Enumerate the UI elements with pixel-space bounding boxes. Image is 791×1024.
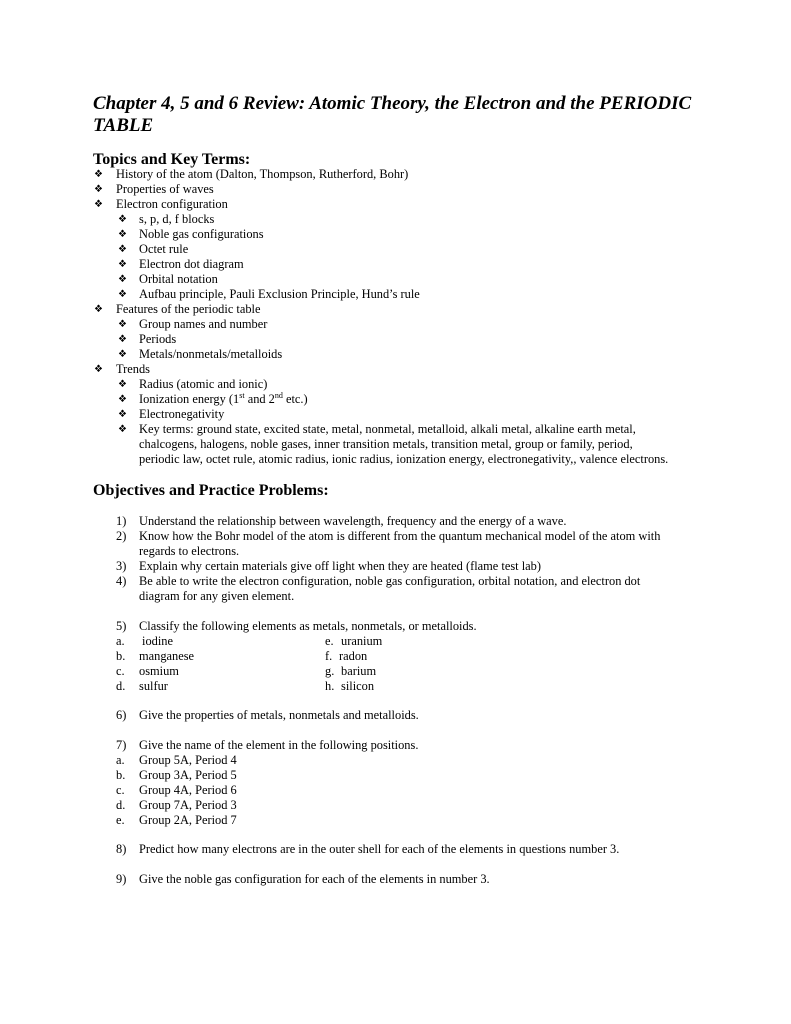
option-text: uranium xyxy=(341,634,383,648)
key-terms-line: Key terms: ground state, excited state, metal, nonmetal, metalloid, alkali metal, alkaline earth metal, xyxy=(139,422,636,436)
option-letter: b. xyxy=(116,649,126,663)
diamond-bullet-icon: ❖ xyxy=(118,349,127,360)
diamond-bullet-icon: ❖ xyxy=(118,244,127,255)
diamond-bullet-icon: ❖ xyxy=(94,304,103,315)
diamond-bullet-icon: ❖ xyxy=(94,184,103,195)
question-text: Know how the Bohr model of the atom is different from the quantum mechanical model of the atom with xyxy=(139,529,661,543)
question-text: Be able to write the electron configuration, noble gas configuration, orbital notation, and electron dot xyxy=(139,574,641,588)
question-number: 8) xyxy=(116,842,127,856)
list-item-text: Group names and number xyxy=(139,317,268,331)
diamond-bullet-icon: ❖ xyxy=(118,334,127,345)
list-item-text: Octet rule xyxy=(139,242,189,256)
option-text: sulfur xyxy=(139,679,168,693)
option-letter: a. xyxy=(116,634,125,648)
question-number: 1) xyxy=(116,514,127,528)
diamond-bullet-icon: ❖ xyxy=(94,199,103,210)
option-letter: b. xyxy=(116,768,126,782)
option-text: Group 7A, Period 3 xyxy=(139,798,237,812)
question-text: Classify the following elements as metals, nonmetals, or metalloids. xyxy=(139,619,477,633)
option-text: Group 2A, Period 7 xyxy=(139,813,237,827)
option-text: Group 3A, Period 5 xyxy=(139,768,237,782)
option-text: iodine xyxy=(142,634,173,648)
key-terms-line: periodic law, octet rule, atomic radius, ionic radius, ionization energy, electronegativity,, valence electrons. xyxy=(139,452,669,466)
option-letter: c. xyxy=(116,783,125,797)
option-letter: h. xyxy=(325,679,335,693)
question-text: Give the noble gas configuration for each of the elements in number 3. xyxy=(139,872,490,886)
list-item-text: Electron dot diagram xyxy=(139,257,244,271)
question-text: diagram for any given element. xyxy=(139,589,295,603)
option-letter: e. xyxy=(325,634,334,648)
question-text: Give the name of the element in the following positions. xyxy=(139,738,419,752)
list-item-text: Electron configuration xyxy=(116,197,228,211)
option-text: Group 4A, Period 6 xyxy=(139,783,237,797)
objectives-heading: Objectives and Practice Problems: xyxy=(93,482,329,499)
option-letter: d. xyxy=(116,679,126,693)
question-text: Predict how many electrons are in the outer shell for each of the elements in questions number 3. xyxy=(139,842,620,856)
question-number: 7) xyxy=(116,738,127,752)
list-item-text: Noble gas configurations xyxy=(139,227,264,241)
option-text: silicon xyxy=(341,679,375,693)
question-number: 9) xyxy=(116,872,127,886)
list-item-text: s, p, d, f blocks xyxy=(139,212,215,226)
document-title: Chapter 4, 5 and 6 Review: Atomic Theory, the Electron and the PERIODIC TABLE xyxy=(93,93,692,136)
topics-heading: Topics and Key Terms: xyxy=(93,151,251,168)
option-text: osmium xyxy=(139,664,179,678)
option-letter: f. xyxy=(325,649,333,663)
option-letter: a. xyxy=(116,753,125,767)
question-text: Explain why certain materials give off light when they are heated (flame test lab) xyxy=(139,559,541,573)
diamond-bullet-icon: ❖ xyxy=(118,379,127,390)
list-item-text: Periods xyxy=(139,332,177,346)
list-item-text: Radius (atomic and ionic) xyxy=(139,377,268,391)
question-number: 6) xyxy=(116,708,127,722)
option-letter: c. xyxy=(116,664,125,678)
list-item-text: Trends xyxy=(116,362,150,376)
list-item-text: Metals/nonmetals/metalloids xyxy=(139,347,283,361)
list-item-text: Electronegativity xyxy=(139,407,225,421)
question-text: Give the properties of metals, nonmetals and metalloids. xyxy=(139,708,419,722)
question-number: 2) xyxy=(116,529,127,543)
option-text: manganese xyxy=(139,649,195,663)
option-text: Group 5A, Period 4 xyxy=(139,753,237,767)
option-letter: d. xyxy=(116,798,126,812)
option-letter: e. xyxy=(116,813,125,827)
diamond-bullet-icon: ❖ xyxy=(118,274,127,285)
diamond-bullet-icon: ❖ xyxy=(118,424,127,435)
diamond-bullet-icon: ❖ xyxy=(118,409,127,420)
option-letter: g. xyxy=(325,664,335,678)
list-item-text: Properties of waves xyxy=(116,182,214,196)
diamond-bullet-icon: ❖ xyxy=(118,259,127,270)
option-text: radon xyxy=(339,649,368,663)
diamond-bullet-icon: ❖ xyxy=(118,289,127,300)
question-text: regards to electrons. xyxy=(139,544,240,558)
diamond-bullet-icon: ❖ xyxy=(118,319,127,330)
list-item-text: Features of the periodic table xyxy=(116,302,261,316)
question-number: 5) xyxy=(116,619,127,633)
list-item-text: History of the atom (Dalton, Thompson, Rutherford, Bohr) xyxy=(116,167,409,181)
question-text: Understand the relationship between wavelength, frequency and the energy of a wave. xyxy=(139,514,567,528)
question-number: 3) xyxy=(116,559,127,573)
diamond-bullet-icon: ❖ xyxy=(118,214,127,225)
diamond-bullet-icon: ❖ xyxy=(118,229,127,240)
list-item-text: Ionization energy (1st and 2nd etc.) xyxy=(139,391,308,406)
list-item-text: Aufbau principle, Pauli Exclusion Principle, Hund’s rule xyxy=(139,287,420,301)
question-number: 4) xyxy=(116,574,127,588)
list-item-text: Orbital notation xyxy=(139,272,218,286)
diamond-bullet-icon: ❖ xyxy=(118,394,127,405)
diamond-bullet-icon: ❖ xyxy=(94,169,103,180)
diamond-bullet-icon: ❖ xyxy=(94,364,103,375)
option-text: barium xyxy=(341,664,377,678)
key-terms-line: chalcogens, halogens, noble gases, inner transition metals, transition metal, group or family, period, xyxy=(139,437,633,451)
